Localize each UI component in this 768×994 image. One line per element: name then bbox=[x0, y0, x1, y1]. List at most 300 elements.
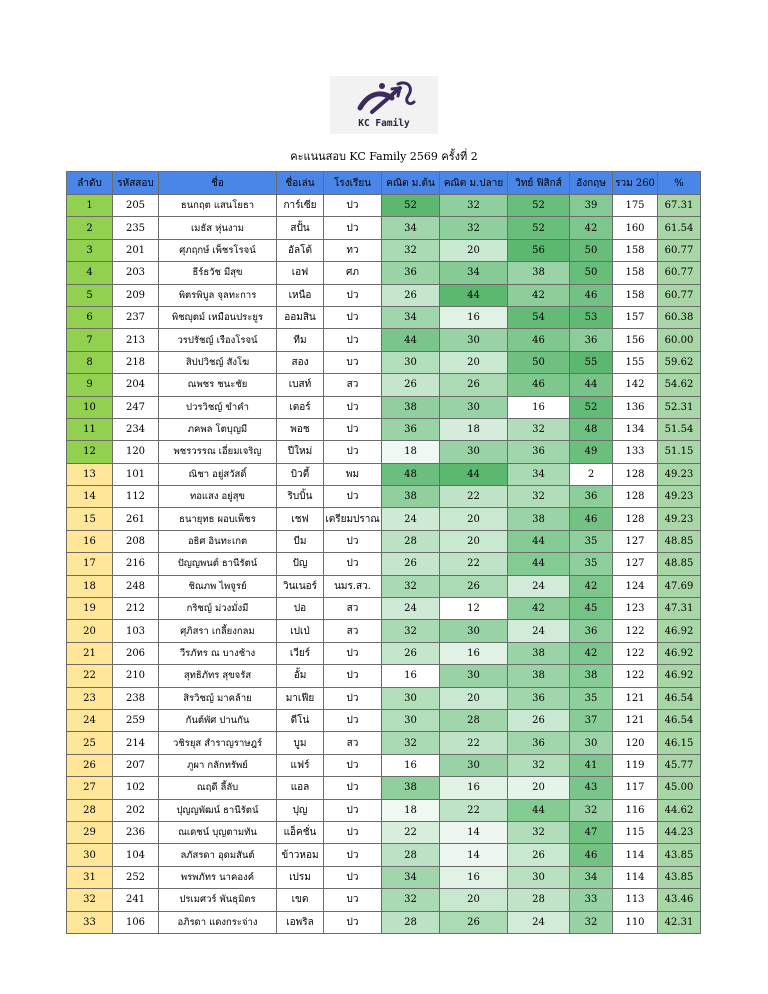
math-lower-cell: 22 bbox=[382, 821, 440, 843]
name-cell: ศุภิสรา เกลี้ยงกลม bbox=[159, 620, 277, 642]
table-row bbox=[67, 306, 701, 328]
english-cell: 30 bbox=[570, 732, 613, 754]
name-cell: ณพชร ชนะชัย bbox=[159, 374, 277, 396]
math-upper-cell: 18 bbox=[440, 418, 508, 440]
english-cell: 32 bbox=[570, 799, 613, 821]
math-upper-cell: 30 bbox=[440, 441, 508, 463]
nickname-cell: สอง bbox=[277, 351, 324, 373]
table-row bbox=[67, 418, 701, 440]
math-lower-cell: 16 bbox=[382, 665, 440, 687]
percent-cell: 67.31 bbox=[658, 195, 701, 217]
math-lower-cell: 18 bbox=[382, 441, 440, 463]
math-upper-cell: 16 bbox=[440, 777, 508, 799]
percent-cell: 44.62 bbox=[658, 799, 701, 821]
math-upper-cell: 30 bbox=[440, 329, 508, 351]
table-row bbox=[67, 374, 701, 396]
school-cell: สว bbox=[324, 598, 382, 620]
exam-id-cell: 241 bbox=[113, 889, 159, 911]
nickname-cell: ออมสิน bbox=[277, 306, 324, 328]
rank-cell: 33 bbox=[67, 911, 113, 933]
rank-cell: 32 bbox=[67, 889, 113, 911]
nickname-cell: ปัญ bbox=[277, 553, 324, 575]
percent-cell: 45.77 bbox=[658, 754, 701, 776]
percent-cell: 59.62 bbox=[658, 351, 701, 373]
table-row bbox=[67, 911, 701, 933]
nickname-cell: อัลโต้ bbox=[277, 239, 324, 261]
english-cell: 49 bbox=[570, 441, 613, 463]
logo-emblem-icon bbox=[352, 78, 416, 118]
exam-id-cell: 235 bbox=[113, 217, 159, 239]
exam-id-cell: 120 bbox=[113, 441, 159, 463]
school-cell: พม bbox=[324, 463, 382, 485]
table-row bbox=[67, 553, 701, 575]
table-row bbox=[67, 620, 701, 642]
math-lower-cell: 30 bbox=[382, 351, 440, 373]
math-lower-cell: 26 bbox=[382, 642, 440, 664]
total-cell: 158 bbox=[613, 239, 658, 261]
table-row bbox=[67, 486, 701, 508]
english-cell: 36 bbox=[570, 620, 613, 642]
school-cell: ปว bbox=[324, 418, 382, 440]
nickname-cell: ข้าวหอม bbox=[277, 844, 324, 866]
total-cell: 114 bbox=[613, 866, 658, 888]
name-cell: ภูผา กลักทรัพย์ bbox=[159, 754, 277, 776]
table-row bbox=[67, 441, 701, 463]
school-cell: ปว bbox=[324, 530, 382, 552]
name-cell: ณิชา อยู่สวัสดิ์ bbox=[159, 463, 277, 485]
english-cell: 53 bbox=[570, 306, 613, 328]
school-cell: นมร.สว. bbox=[324, 575, 382, 597]
math-lower-cell: 32 bbox=[382, 620, 440, 642]
percent-cell: 47.31 bbox=[658, 598, 701, 620]
school-cell: ปว bbox=[324, 195, 382, 217]
total-cell: 134 bbox=[613, 418, 658, 440]
name-cell: ธนายุทธ ผอบเพ็ชร bbox=[159, 508, 277, 530]
total-cell: 142 bbox=[613, 374, 658, 396]
exam-id-cell: 247 bbox=[113, 396, 159, 418]
percent-cell: 46.92 bbox=[658, 665, 701, 687]
nickname-cell: เบสท์ bbox=[277, 374, 324, 396]
rank-cell: 29 bbox=[67, 821, 113, 843]
math-lower-cell: 34 bbox=[382, 217, 440, 239]
math-upper-cell: 20 bbox=[440, 351, 508, 373]
school-cell: บว bbox=[324, 889, 382, 911]
nickname-cell: เชฟ bbox=[277, 508, 324, 530]
science-physics-cell: 34 bbox=[508, 463, 570, 485]
percent-cell: 60.77 bbox=[658, 239, 701, 261]
nickname-cell: การ์เซีย bbox=[277, 195, 324, 217]
exam-id-cell: 261 bbox=[113, 508, 159, 530]
math-upper-cell: 14 bbox=[440, 821, 508, 843]
science-physics-cell: 24 bbox=[508, 620, 570, 642]
exam-id-cell: 104 bbox=[113, 844, 159, 866]
nickname-cell: เอพริล bbox=[277, 911, 324, 933]
total-cell: 122 bbox=[613, 665, 658, 687]
table-row bbox=[67, 889, 701, 911]
school-cell: ปว bbox=[324, 306, 382, 328]
nickname-cell: แฟร์ bbox=[277, 754, 324, 776]
school-cell: สว bbox=[324, 374, 382, 396]
exam-id-cell: 204 bbox=[113, 374, 159, 396]
total-cell: 127 bbox=[613, 530, 658, 552]
math-lower-cell: 24 bbox=[382, 598, 440, 620]
nickname-cell: เปเป่ bbox=[277, 620, 324, 642]
total-cell: 157 bbox=[613, 306, 658, 328]
english-cell: 43 bbox=[570, 777, 613, 799]
name-cell: อธิศ อินทะเกต bbox=[159, 530, 277, 552]
nickname-cell: ปุญ bbox=[277, 799, 324, 821]
nickname-cell: ริบบิ้น bbox=[277, 486, 324, 508]
table-row bbox=[67, 754, 701, 776]
table-row bbox=[67, 195, 701, 217]
nickname-cell: ปีใหม่ bbox=[277, 441, 324, 463]
exam-id-cell: 106 bbox=[113, 911, 159, 933]
english-cell: 45 bbox=[570, 598, 613, 620]
total-cell: 136 bbox=[613, 396, 658, 418]
exam-id-cell: 206 bbox=[113, 642, 159, 664]
math-lower-cell: 26 bbox=[382, 284, 440, 306]
percent-cell: 46.54 bbox=[658, 687, 701, 709]
english-cell: 41 bbox=[570, 754, 613, 776]
school-cell: ปว bbox=[324, 866, 382, 888]
total-cell: 121 bbox=[613, 709, 658, 731]
col-header: รหัสสอบ bbox=[113, 172, 159, 195]
percent-cell: 49.23 bbox=[658, 508, 701, 530]
rank-cell: 4 bbox=[67, 262, 113, 284]
table-row bbox=[67, 709, 701, 731]
total-cell: 119 bbox=[613, 754, 658, 776]
percent-cell: 60.77 bbox=[658, 262, 701, 284]
exam-id-cell: 214 bbox=[113, 732, 159, 754]
rank-cell: 5 bbox=[67, 284, 113, 306]
percent-cell: 48.85 bbox=[658, 553, 701, 575]
rank-cell: 3 bbox=[67, 239, 113, 261]
math-lower-cell: 30 bbox=[382, 709, 440, 731]
col-header: ชื่อเล่น bbox=[277, 172, 324, 195]
science-physics-cell: 32 bbox=[508, 754, 570, 776]
nickname-cell: ดีโน่ bbox=[277, 709, 324, 731]
nickname-cell: บูม bbox=[277, 732, 324, 754]
table-row bbox=[67, 598, 701, 620]
science-physics-cell: 42 bbox=[508, 284, 570, 306]
math-upper-cell: 20 bbox=[440, 687, 508, 709]
total-cell: 110 bbox=[613, 911, 658, 933]
nickname-cell: เขต bbox=[277, 889, 324, 911]
rank-cell: 12 bbox=[67, 441, 113, 463]
exam-id-cell: 213 bbox=[113, 329, 159, 351]
science-physics-cell: 54 bbox=[508, 306, 570, 328]
total-cell: 122 bbox=[613, 642, 658, 664]
rank-cell: 24 bbox=[67, 709, 113, 731]
math-lower-cell: 32 bbox=[382, 575, 440, 597]
rank-cell: 19 bbox=[67, 598, 113, 620]
school-cell: ปว bbox=[324, 329, 382, 351]
school-cell: บว bbox=[324, 351, 382, 373]
percent-cell: 45.00 bbox=[658, 777, 701, 799]
total-cell: 155 bbox=[613, 351, 658, 373]
table-row bbox=[67, 351, 701, 373]
table-row bbox=[67, 530, 701, 552]
math-upper-cell: 16 bbox=[440, 306, 508, 328]
exam-id-cell: 207 bbox=[113, 754, 159, 776]
name-cell: เมธัส หุ่นงาม bbox=[159, 217, 277, 239]
percent-cell: 61.54 bbox=[658, 217, 701, 239]
percent-cell: 49.23 bbox=[658, 463, 701, 485]
english-cell: 36 bbox=[570, 486, 613, 508]
math-upper-cell: 20 bbox=[440, 889, 508, 911]
science-physics-cell: 26 bbox=[508, 844, 570, 866]
exam-id-cell: 201 bbox=[113, 239, 159, 261]
total-cell: 114 bbox=[613, 844, 658, 866]
school-cell: ปว bbox=[324, 709, 382, 731]
science-physics-cell: 20 bbox=[508, 777, 570, 799]
percent-cell: 47.69 bbox=[658, 575, 701, 597]
total-cell: 160 bbox=[613, 217, 658, 239]
name-cell: ปรเมศวร์ พันธุมิตร bbox=[159, 889, 277, 911]
table-row bbox=[67, 642, 701, 664]
total-cell: 113 bbox=[613, 889, 658, 911]
rank-cell: 14 bbox=[67, 486, 113, 508]
school-cell: ปว bbox=[324, 217, 382, 239]
math-upper-cell: 32 bbox=[440, 217, 508, 239]
rank-cell: 30 bbox=[67, 844, 113, 866]
name-cell: ธนกฤต แสนโยธา bbox=[159, 195, 277, 217]
school-cell: ปว bbox=[324, 441, 382, 463]
table-row bbox=[67, 799, 701, 821]
percent-cell: 52.31 bbox=[658, 396, 701, 418]
name-cell: ปุญญพัฒน์ ธานีรัตน์ bbox=[159, 799, 277, 821]
english-cell: 38 bbox=[570, 665, 613, 687]
school-cell: ปว bbox=[324, 799, 382, 821]
name-cell: ภคพล โตบุญมี bbox=[159, 418, 277, 440]
math-upper-cell: 16 bbox=[440, 642, 508, 664]
math-lower-cell: 24 bbox=[382, 508, 440, 530]
math-lower-cell: 52 bbox=[382, 195, 440, 217]
math-upper-cell: 20 bbox=[440, 239, 508, 261]
rank-cell: 13 bbox=[67, 463, 113, 485]
english-cell: 52 bbox=[570, 396, 613, 418]
name-cell: วรปรัชญ์ เรืองโรจน์ bbox=[159, 329, 277, 351]
school-cell: ปว bbox=[324, 844, 382, 866]
english-cell: 34 bbox=[570, 866, 613, 888]
table-row bbox=[67, 396, 701, 418]
col-header: % bbox=[658, 172, 701, 195]
english-cell: 37 bbox=[570, 709, 613, 731]
math-upper-cell: 20 bbox=[440, 530, 508, 552]
name-cell: ณฤดี ลี้ลับ bbox=[159, 777, 277, 799]
nickname-cell: เอฟ bbox=[277, 262, 324, 284]
math-lower-cell: 44 bbox=[382, 329, 440, 351]
rank-cell: 25 bbox=[67, 732, 113, 754]
total-cell: 175 bbox=[613, 195, 658, 217]
exam-id-cell: 248 bbox=[113, 575, 159, 597]
col-header: อังกฤษ bbox=[570, 172, 613, 195]
nickname-cell: บีม bbox=[277, 530, 324, 552]
name-cell: ณเดชน์ บุญตามทัน bbox=[159, 821, 277, 843]
exam-id-cell: 112 bbox=[113, 486, 159, 508]
math-upper-cell: 44 bbox=[440, 463, 508, 485]
table-row bbox=[67, 463, 701, 485]
name-cell: สุทธิภัทร สุขจรัส bbox=[159, 665, 277, 687]
name-cell: ชิณภพ ไพจูรย์ bbox=[159, 575, 277, 597]
nickname-cell: แอ็คชั่น bbox=[277, 821, 324, 843]
science-physics-cell: 16 bbox=[508, 396, 570, 418]
total-cell: 158 bbox=[613, 284, 658, 306]
school-cell: เตรียมปราณ bbox=[324, 508, 382, 530]
name-cell: พรพภัทร นาคองค์ bbox=[159, 866, 277, 888]
english-cell: 35 bbox=[570, 553, 613, 575]
math-upper-cell: 28 bbox=[440, 709, 508, 731]
math-lower-cell: 38 bbox=[382, 777, 440, 799]
exam-id-cell: 259 bbox=[113, 709, 159, 731]
math-upper-cell: 22 bbox=[440, 486, 508, 508]
col-header: รวม 260 bbox=[613, 172, 658, 195]
table-row bbox=[67, 687, 701, 709]
math-lower-cell: 30 bbox=[382, 687, 440, 709]
total-cell: 128 bbox=[613, 463, 658, 485]
percent-cell: 49.23 bbox=[658, 486, 701, 508]
english-cell: 32 bbox=[570, 911, 613, 933]
rank-cell: 15 bbox=[67, 508, 113, 530]
score-table bbox=[66, 171, 701, 934]
nickname-cell: สปั้น bbox=[277, 217, 324, 239]
total-cell: 121 bbox=[613, 687, 658, 709]
science-physics-cell: 44 bbox=[508, 553, 570, 575]
nickname-cell: แอล bbox=[277, 777, 324, 799]
exam-id-cell: 205 bbox=[113, 195, 159, 217]
math-upper-cell: 32 bbox=[440, 195, 508, 217]
logo-text: KC Family bbox=[358, 118, 410, 129]
school-cell: ปว bbox=[324, 911, 382, 933]
name-cell: ทอแสง อยู่สุข bbox=[159, 486, 277, 508]
science-physics-cell: 46 bbox=[508, 374, 570, 396]
percent-cell: 43.85 bbox=[658, 844, 701, 866]
math-upper-cell: 30 bbox=[440, 396, 508, 418]
english-cell: 47 bbox=[570, 821, 613, 843]
science-physics-cell: 50 bbox=[508, 351, 570, 373]
school-cell: ปว bbox=[324, 553, 382, 575]
math-upper-cell: 16 bbox=[440, 866, 508, 888]
table-row bbox=[67, 262, 701, 284]
name-cell: ปวรวิชญ์ ขำคำ bbox=[159, 396, 277, 418]
page-title: คะแนนสอบ KC Family 2569 ครั้งที่ 2 bbox=[290, 150, 478, 163]
science-physics-cell: 24 bbox=[508, 911, 570, 933]
rank-cell: 28 bbox=[67, 799, 113, 821]
name-cell: วชิรยุส สำราญราษฎร์ bbox=[159, 732, 277, 754]
name-cell: อภิรดา แดงกระจ่าง bbox=[159, 911, 277, 933]
total-cell: 127 bbox=[613, 553, 658, 575]
nickname-cell: อั้ม bbox=[277, 665, 324, 687]
school-cell: ปว bbox=[324, 665, 382, 687]
total-cell: 120 bbox=[613, 732, 658, 754]
table-row bbox=[67, 575, 701, 597]
col-header: ชื่อ bbox=[159, 172, 277, 195]
col-header: คณิต ม.ต้น bbox=[382, 172, 440, 195]
total-cell: 128 bbox=[613, 486, 658, 508]
math-upper-cell: 30 bbox=[440, 754, 508, 776]
table-row bbox=[67, 866, 701, 888]
math-upper-cell: 26 bbox=[440, 575, 508, 597]
math-lower-cell: 28 bbox=[382, 530, 440, 552]
name-cell: ธีร์ธวัช มีสุข bbox=[159, 262, 277, 284]
exam-id-cell: 236 bbox=[113, 821, 159, 843]
nickname-cell: เตอร์ bbox=[277, 396, 324, 418]
rank-cell: 9 bbox=[67, 374, 113, 396]
total-cell: 122 bbox=[613, 620, 658, 642]
exam-id-cell: 210 bbox=[113, 665, 159, 687]
rank-cell: 18 bbox=[67, 575, 113, 597]
english-cell: 46 bbox=[570, 508, 613, 530]
percent-cell: 46.92 bbox=[658, 620, 701, 642]
science-physics-cell: 52 bbox=[508, 217, 570, 239]
science-physics-cell: 32 bbox=[508, 821, 570, 843]
table-row bbox=[67, 508, 701, 530]
table-row bbox=[67, 732, 701, 754]
english-cell: 39 bbox=[570, 195, 613, 217]
exam-id-cell: 212 bbox=[113, 598, 159, 620]
english-cell: 44 bbox=[570, 374, 613, 396]
school-cell: ทว bbox=[324, 239, 382, 261]
math-lower-cell: 18 bbox=[382, 799, 440, 821]
percent-cell: 51.54 bbox=[658, 418, 701, 440]
percent-cell: 46.54 bbox=[658, 709, 701, 731]
total-cell: 156 bbox=[613, 329, 658, 351]
name-cell: ลภัสรดา อุดมสันต์ bbox=[159, 844, 277, 866]
english-cell: 42 bbox=[570, 642, 613, 664]
percent-cell: 46.15 bbox=[658, 732, 701, 754]
name-cell: ปัญญพนต์ ธานีรัตน์ bbox=[159, 553, 277, 575]
school-cell: ปว bbox=[324, 284, 382, 306]
math-lower-cell: 34 bbox=[382, 306, 440, 328]
rank-cell: 23 bbox=[67, 687, 113, 709]
science-physics-cell: 44 bbox=[508, 530, 570, 552]
exam-id-cell: 103 bbox=[113, 620, 159, 642]
science-physics-cell: 44 bbox=[508, 799, 570, 821]
rank-cell: 22 bbox=[67, 665, 113, 687]
math-lower-cell: 36 bbox=[382, 418, 440, 440]
nickname-cell: เวียร์ bbox=[277, 642, 324, 664]
rank-cell: 10 bbox=[67, 396, 113, 418]
math-upper-cell: 12 bbox=[440, 598, 508, 620]
nickname-cell: ทีม bbox=[277, 329, 324, 351]
science-physics-cell: 52 bbox=[508, 195, 570, 217]
math-lower-cell: 28 bbox=[382, 911, 440, 933]
school-cell: ปว bbox=[324, 777, 382, 799]
math-lower-cell: 16 bbox=[382, 754, 440, 776]
total-cell: 115 bbox=[613, 821, 658, 843]
percent-cell: 46.92 bbox=[658, 642, 701, 664]
table-row bbox=[67, 239, 701, 261]
total-cell: 158 bbox=[613, 262, 658, 284]
rank-cell: 16 bbox=[67, 530, 113, 552]
exam-id-cell: 209 bbox=[113, 284, 159, 306]
science-physics-cell: 36 bbox=[508, 732, 570, 754]
math-upper-cell: 22 bbox=[440, 799, 508, 821]
math-upper-cell: 26 bbox=[440, 374, 508, 396]
school-cell: สว bbox=[324, 732, 382, 754]
science-physics-cell: 38 bbox=[508, 262, 570, 284]
rank-cell: 21 bbox=[67, 642, 113, 664]
nickname-cell: มาเฟีย bbox=[277, 687, 324, 709]
math-upper-cell: 14 bbox=[440, 844, 508, 866]
table-header-row bbox=[67, 172, 701, 195]
school-cell: ปว bbox=[324, 687, 382, 709]
science-physics-cell: 38 bbox=[508, 508, 570, 530]
exam-id-cell: 237 bbox=[113, 306, 159, 328]
rank-cell: 17 bbox=[67, 553, 113, 575]
rank-cell: 2 bbox=[67, 217, 113, 239]
nickname-cell: บิวตี้ bbox=[277, 463, 324, 485]
